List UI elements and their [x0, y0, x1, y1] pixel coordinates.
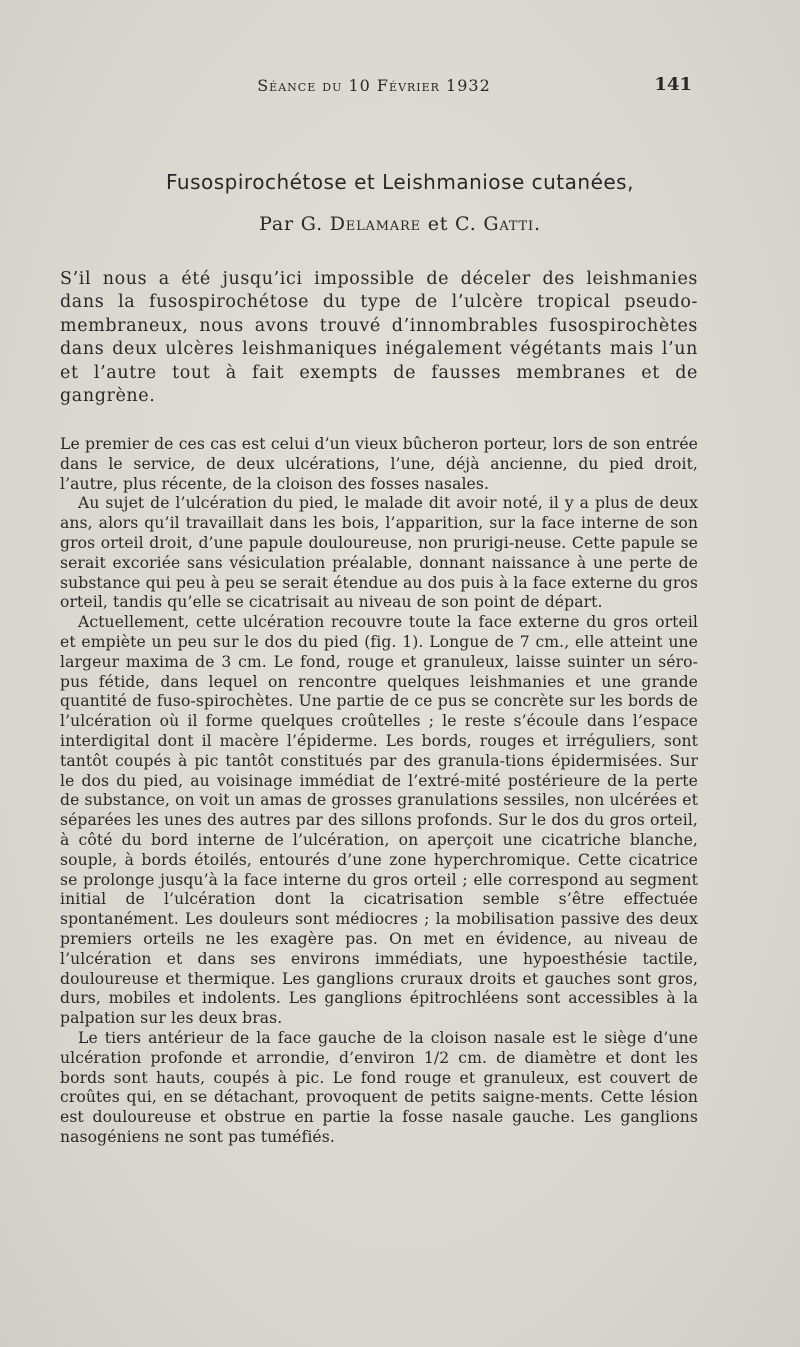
article-title: Fusospirochétose et Leishmaniose cutanées, [166, 170, 634, 194]
body-paragraph-3: Actuellement, cette ulcération recouvre toute la face externe du gros orteil et empiète un peu sur le dos du pied (fig. 1). Longue de 7 cm., elle atteint une largeur maxima de 3 cm. Le fond, rouge et granuleux, laisse suinter un séro-pus fétide, dans lequel on rencontre quelques leishmanies et une grande quantité de fuso-spirochètes. Une partie de ce pus se concrète sur les bords de l’ulcération où il forme quelques croûtelles ; le reste s’écoule dans l’espace interdigital dont il macère l’épiderme. Les bords, rouges et irréguliers, sont tantôt coupés à pic tantôt constitués par des granula-tions épidermisées. Sur le dos du pied, au voisinage immédiat de l’extré-mité postérieure de la perte de substance, on voit un amas de grosses granulations sessiles, non ulcérées et séparées les unes des autres par des sillons profonds. Sur le dos du gros orteil, à côté du bord interne de l’ulcération, on aperçoit une cicatriche blanche, souple, à bords étoilés, entourés d’une zone hyperchromique. Cette cicatrice se prolonge jusqu’à la face interne du gros orteil ; elle correspond au segment initial de l’ulcération dont la cicatrisation semble s’être effectuée spontanément. Les douleurs sont médiocres ; la mobilisation passive des deux premiers orteils ne les exagère pas. On met en évidence, au niveau de l’ulcération et dans ses environs immédiats, une hypoesthésie tactile, douloureuse et thermique. Les ganglions cruraux droits et gauches sont gros, durs, mobiles et indolents. Les ganglions épitrochléens sont accessibles à la palpation sur les deux bras. [60, 613, 698, 1028]
author2-initial: C. [455, 213, 477, 235]
page-number: 141 [654, 74, 692, 95]
author2-name: Gatti. [483, 213, 541, 235]
body-paragraph-1: Le premier de ces cas est celui d’un vieux bûcheron porteur, lors de son entrée dans le service, de deux ulcérations, l’une, déjà ancienne, du pied droit, l’autre, plus récente, de la cloison des fosses nasales. [60, 435, 698, 493]
byline [60, 213, 740, 235]
abstract-paragraph: S’il nous a été jusqu’ici impossible de déceler des leishmanies dans la fusospirochétose du type de l’ulcère tropical pseudo-membraneux, nous avons trouvé d’innombrables fusospirochètes dans deux ulcères leishmaniques inégalement végétants mais l’un et l’autre tout à fait exempts de fausses membranes et de gangrène. [60, 269, 698, 407]
running-head: Séance du 10 Février 1932 [257, 76, 491, 95]
author1-initial: G. [300, 213, 323, 235]
body-text [60, 435, 698, 1148]
body-paragraph-4: Le tiers antérieur de la face gauche de la cloison nasale est le siège d’une ulcération profonde et arrondie, d’environ 1/2 cm. de diamètre et dont les bords sont hauts, coupés à pic. Le fond rouge et granuleux, est couvert de croûtes qui, en se détachant, provoquent de petits saigne-ments. Cette lésion est douloureuse et obstrue en partie la fosse nasale gauche. Les ganglions nasogéniens ne sont pas tuméfiés. [60, 1028, 698, 1146]
byline-conj: et [427, 213, 449, 235]
author1-name: Delamare [329, 213, 421, 235]
byline-prefix: Par [259, 213, 294, 235]
body-paragraph-2: Au sujet de l’ulcération du pied, le malade dit avoir noté, il y a plus de deux ans, alors qu’il travaillait dans les bois, l’apparition, sur la face interne de son gros orteil droit, d’une papule douloureuse, non prurigi-neuse. Cette papule se serait excoriée sans vésiculation préalable, donnant naissance à une perte de substance qui peu à peu se serait étendue au dos puis à la face externe du gros orteil, tandis qu’elle se cicatrisait au niveau de son point de départ. [60, 494, 698, 612]
